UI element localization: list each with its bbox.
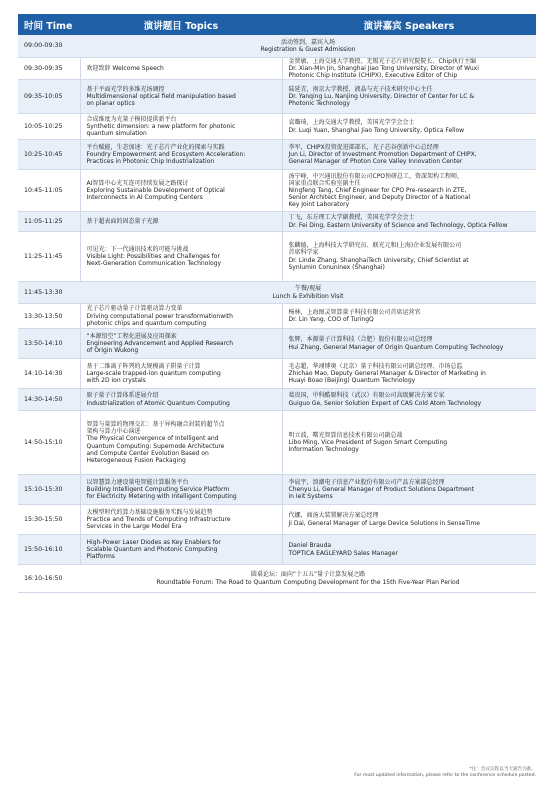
- text-line: Practices in Photonic Chip Industrialization: [86, 158, 215, 166]
- time-cell: 11:45-13:30: [18, 282, 80, 304]
- text-line: of Origin Wukong: [86, 347, 139, 355]
- table-row: [18, 505, 536, 535]
- text-line: Chenyu Li, General Manager of Product Solutions Department: [288, 486, 474, 493]
- agenda-body: [18, 35, 536, 593]
- text-line: Information Technology: [288, 446, 359, 454]
- text-line: 陆延青，南京大学教授、液晶与光子技术研究中心主任: [288, 85, 433, 93]
- session-cell: [80, 565, 536, 593]
- topic-cell: [80, 389, 282, 411]
- table-row: [18, 359, 536, 389]
- table-row: [18, 57, 536, 80]
- text-line: 原子量子计算体系进展介绍: [86, 392, 159, 400]
- text-line: Visible Light: Possibilities and Challenges for: [86, 253, 220, 260]
- text-line: Libo Ming, Vice President of Sugon Smart Computing: [288, 439, 448, 446]
- footnote-cn: *注：会议议程以当天通告为准。: [469, 767, 536, 772]
- speaker-cell: [282, 329, 536, 359]
- text-line: The Physical Convergence of Intelligent and: [86, 435, 219, 443]
- text-line: Guiguo Ge, Senior Solution Expert of CAS Cold Atom Technology: [288, 399, 482, 407]
- text-line: Services in the Large Model Era: [86, 523, 182, 531]
- speakers-column-header: 演讲嘉宾 Speakers: [282, 14, 536, 35]
- topics-column-header: 演讲题目 Topics: [80, 14, 282, 35]
- table-row: [18, 389, 536, 411]
- text-line: in Ieit Systems: [288, 493, 333, 501]
- text-line: 国家重点联合实验室副主任: [288, 179, 361, 187]
- time-cell: 15:30-15:50: [18, 505, 80, 535]
- time-column-header: 时间 Time: [18, 14, 80, 35]
- speaker-cell: [282, 475, 536, 505]
- text-line: 代娜，商汤大装置解决方案总经理: [288, 512, 379, 520]
- text-line: Dr. Lin Yang, COO of TuringQ: [288, 316, 374, 324]
- text-line: Synlumin Conuninex (Shanghai): [288, 263, 385, 271]
- text-line: Dr. Fei Ding, Eastern University of Science and Technology, Optica Fellow: [288, 221, 508, 229]
- text-line: for Electricity Metering with Intelligent Computing: [86, 493, 237, 501]
- speaker-cell: [282, 505, 536, 535]
- text-line: on planar optics: [86, 100, 135, 108]
- text-line: Foundry Empowerment and Ecosystem Acceleration:: [86, 151, 246, 158]
- table-row: [18, 35, 536, 57]
- session-cell: [80, 282, 536, 304]
- text-line: Driving computational power transformationwith: [86, 312, 233, 320]
- table-row: [18, 232, 536, 282]
- time-cell: 15:50-16:10: [18, 535, 80, 565]
- text-line: Interconnects in AI Computing Centers: [86, 194, 203, 202]
- speaker-cell: [282, 57, 536, 80]
- text-line: 智算与量算的物理交汇：基于异构融合封装的超节点: [86, 421, 225, 428]
- text-line: Registration & Guest Admission: [260, 45, 356, 53]
- speaker-cell: [282, 80, 536, 114]
- time-cell: 14:10-14:30: [18, 359, 80, 389]
- text-line: AI智算中心光互连可持续发展之路探讨: [86, 179, 189, 187]
- table-row: [18, 329, 536, 359]
- text-line: Engineering Advancement and Applied Research: [86, 340, 234, 347]
- speaker-cell: [282, 535, 536, 565]
- text-line: 金贤敏，上海交通大学教授、无锡光子芯片研究院院长、Chip执行主编: [288, 57, 476, 65]
- time-cell: 15:10-15:30: [18, 475, 80, 505]
- table-row: [18, 282, 536, 304]
- text-line: photonic chips and quantum computing: [86, 319, 207, 327]
- text-line: with 2D ion crystals: [86, 377, 146, 385]
- topic-cell: [80, 232, 282, 282]
- text-line: Jun Li, Director of Investment Promotion Department of CHIPX,: [288, 151, 477, 158]
- text-line: 活动签到，嘉宾入场: [280, 38, 335, 46]
- time-cell: 10:05-10:25: [18, 114, 80, 140]
- text-line: 平台赋能，生态加速：光子芯片产业化的探索与实践: [86, 143, 225, 151]
- text-line: 丁飞，东方理工大学副教授，美国光学学会会士: [288, 214, 415, 222]
- text-line: Photonic Chip Institute (CHIPX), Executive Editor of Chip: [288, 71, 458, 79]
- text-line: Industrialization of Atomic Quantum Computing: [86, 399, 230, 407]
- time-cell: 13:30-13:50: [18, 304, 80, 329]
- text-line: 基于二维离子阵列的大规模离子阱量子计算: [86, 362, 201, 370]
- time-cell: 10:25-10:45: [18, 140, 80, 170]
- text-line: High-Power Laser Diodes as Key Enablers for: [86, 538, 221, 546]
- text-line: TOPTICA EAGLEYARD Sales Manager: [288, 549, 398, 557]
- text-line: Building Intelligent Computing Service Platform: [86, 486, 230, 493]
- speaker-cell: [282, 212, 536, 232]
- text-line: 张辉，本源量子计算科技（合肥）股份有限公司总经理: [288, 336, 433, 344]
- text-line: Daniel Brauda: [288, 542, 332, 550]
- topic-cell: [80, 329, 282, 359]
- speaker-cell: [282, 232, 536, 282]
- text-line: General Manager of Photon Core Valley Innovation Center: [288, 158, 463, 166]
- text-line: Photonic Technology: [288, 100, 350, 108]
- text-line: Synthetic dimension: a new platform for photonic: [86, 123, 236, 130]
- text-line: Hui Zhang, General Manager of Origin Quantum Computing Technology: [288, 343, 504, 351]
- topic-cell: [80, 170, 282, 212]
- text-line: 午餐/观展: [294, 285, 322, 293]
- topic-cell: [80, 411, 282, 475]
- text-line: Ji Dai, General Manager of Large Device Solutions in SenseTime: [288, 519, 480, 527]
- table-row: [18, 140, 536, 170]
- session-cell: [80, 35, 536, 57]
- topic-cell: [80, 505, 282, 535]
- text-line: 架构与算力中心演进: [86, 428, 141, 436]
- text-line: Dr. Linde Zhang, ShanghaiTech University, Chief Scientist at: [288, 256, 469, 264]
- footnote-en: For most updated information, please refer to the conference schedule posted.: [354, 773, 536, 778]
- text-line: 大模型时代的算力基础设施服务实践与发展趋势: [86, 508, 213, 516]
- topic-cell: [80, 535, 282, 565]
- speaker-cell: [282, 140, 536, 170]
- table-row: [18, 114, 536, 140]
- table-row: [18, 170, 536, 212]
- topic-cell: [80, 140, 282, 170]
- text-line: 圆桌论坛：面向“十五五”量子计算发展之路: [250, 571, 366, 579]
- topic-cell: [80, 475, 282, 505]
- time-cell: 16:10-16:50: [18, 565, 80, 593]
- text-line: 基于平面光学的多维光场调控: [86, 85, 165, 93]
- text-line: 合成维度为光量子模拟提供新平台: [86, 115, 177, 123]
- text-line: 毛志超，华翊博奥（北京）量子科技有限公司副总经理、市场总监: [288, 362, 463, 370]
- time-cell: 11:25-11:45: [18, 232, 80, 282]
- time-cell: 09:00-09:30: [18, 35, 80, 57]
- text-line: Multidimensional optical field manipulation based: [86, 93, 236, 100]
- topic-cell: [80, 212, 282, 232]
- time-cell: 09:30-09:35: [18, 57, 80, 80]
- text-line: 光子芯片驱动量子计算驱动算力变革: [86, 305, 183, 313]
- text-line: Zhichao Mao, Deputy General Manager & Director of Marketing in: [288, 370, 486, 377]
- text-line: Lunch & Exhibition Visit: [272, 292, 344, 300]
- text-line: 袁璐琦，上海交通大学教授，美国光学学会会士: [288, 119, 415, 127]
- text-line: 欢迎致辞 Welcome Speech: [86, 64, 164, 72]
- time-cell: 11:05-11:25: [18, 212, 80, 232]
- text-line: 基于超表面的固态量子光源: [86, 218, 159, 225]
- topic-cell: [80, 359, 282, 389]
- text-line: Ningfeng Tang, Chief Engineer for CPO Pre-research in ZTE,: [288, 187, 467, 194]
- text-line: Roundtable Forum: The Road to Quantum Computing Development for the 15th Five-Year Plan Period: [156, 578, 460, 586]
- text-line: Large-scale trapped-ion quantum computing: [86, 370, 221, 377]
- table-row: [18, 565, 536, 593]
- time-cell: 14:50-15:10: [18, 411, 80, 475]
- time-cell: 09:35-10:05: [18, 80, 80, 114]
- topic-cell: [80, 80, 282, 114]
- text-line: Dr. Yanqing Lu, Nanjing University, Director of Center for LC &: [288, 93, 474, 100]
- text-line: 可见光：下一代通讯技术的可能与挑战: [86, 245, 189, 253]
- text-line: Platforms: [86, 553, 115, 561]
- table-row: [18, 411, 536, 475]
- text-line: Scalable Quantum and Photonic Computing: [86, 546, 218, 553]
- agenda-table: [18, 14, 536, 593]
- text-line: Next-Generation Communication Technology: [86, 260, 222, 268]
- text-line: Dr. Luqi Yuan, Shanghai Jiao Tong University, Optica Fellow: [288, 126, 465, 134]
- text-line: “本源悟空”工程化进展及应用探索: [86, 332, 177, 340]
- text-line: Practice and Trends of Computing Infrastructure: [86, 516, 231, 523]
- text-line: 张麟德，上海科技大学研究员、联光元和(上海)企业发展有限公司: [288, 242, 462, 250]
- time-cell: 13:50-14:10: [18, 329, 80, 359]
- text-line: quantum simulation: [86, 130, 147, 138]
- speaker-cell: [282, 114, 536, 140]
- text-line: 李宸宇，浪潮电子信息产业股份有限公司产品方案部总经理: [288, 478, 445, 486]
- speaker-cell: [282, 389, 536, 411]
- topic-cell: [80, 57, 282, 80]
- text-line: 李军，CHIPX投资促进部部长，光子芯谷创新中心总经理: [288, 143, 439, 151]
- speaker-cell: [282, 170, 536, 212]
- speaker-cell: [282, 304, 536, 329]
- table-row: [18, 212, 536, 232]
- text-line: Exploring Sustainable Development of Optical: [86, 187, 225, 194]
- text-line: 以智慧算力建设量电智能计算服务平台: [86, 478, 189, 486]
- text-line: Heterogeneous Fusion Packaging: [86, 457, 186, 465]
- text-line: 首席科学家: [288, 249, 319, 257]
- text-line: 葛贵国，中科酷原科技（武汉）有限公司高级解决方案专家: [288, 392, 445, 400]
- table-row: [18, 80, 536, 114]
- time-cell: 14:30-14:50: [18, 389, 80, 411]
- text-line: Quantum Computing: Supernode Architecture: [86, 442, 225, 450]
- text-line: Dr. Xian-Min Jin, Shanghai Jiao Tong University, Director of Wuxi: [288, 64, 479, 72]
- text-line: Key Joint Laboratory: [288, 201, 350, 209]
- text-line: 汤宁峰，中兴通讯股份有限公司CPO预研总工，资深架构工程师，: [288, 172, 464, 180]
- table-row: [18, 475, 536, 505]
- topic-cell: [80, 304, 282, 329]
- text-line: 明立波，曙光智算信息技术有限公司副总裁: [288, 431, 403, 439]
- text-line: and Compute Center Evolution Based on: [86, 449, 209, 457]
- topic-cell: [80, 114, 282, 140]
- text-line: 杨林，上海图灵智算量子科技有限公司首席运营官: [288, 308, 421, 316]
- table-header-row: [18, 14, 536, 35]
- text-line: Senior Architect Engineer, and Deputy Director of a National: [288, 194, 471, 202]
- table-row: [18, 535, 536, 565]
- table-row: [18, 304, 536, 329]
- time-cell: 10:45-11:05: [18, 170, 80, 212]
- speaker-cell: [282, 359, 536, 389]
- speaker-cell: [282, 411, 536, 475]
- text-line: Huayi Boao (Beijing) Quantum Technology: [288, 377, 416, 385]
